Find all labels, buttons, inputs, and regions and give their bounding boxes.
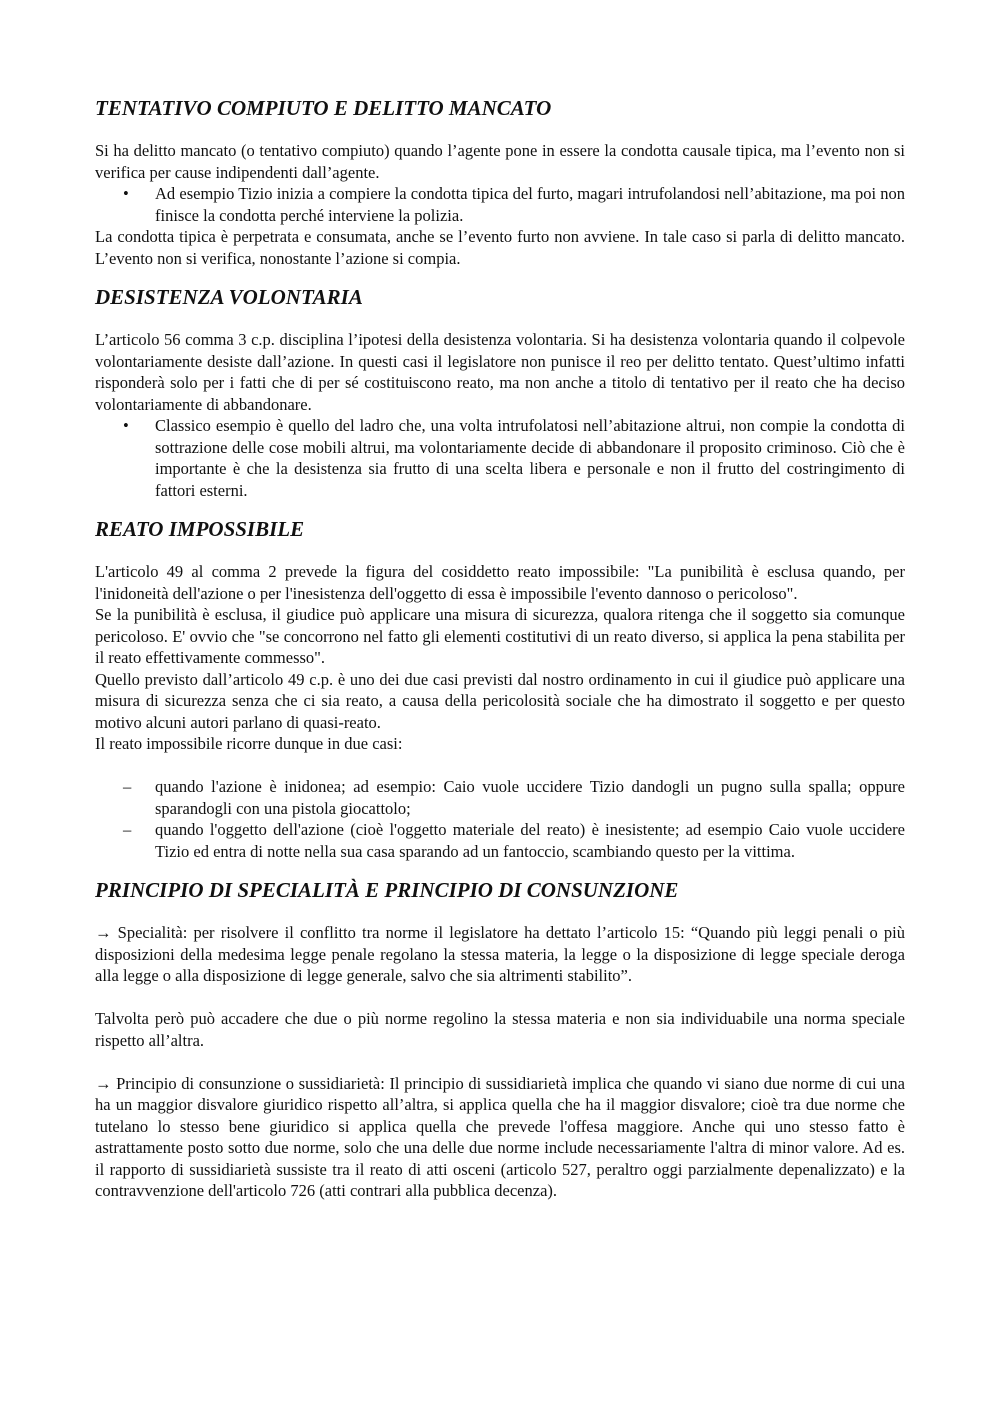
dash-marker: – [123,777,132,796]
list-item-text: Ad esempio Tizio inizia a compiere la condotta tipica del furto, magari intrufolandosi nell’abitazione, ma poi non finisce la condotta perché interviene la polizia. [155,184,905,225]
section-title-desistenza: DESISTENZA VOLONTARIA [95,285,363,309]
section-paragraph: Si ha delitto mancato (o tentativo compiuto) quando l’agente pone in essere la condotta causale tipica, ma l’evento non si verifica per cause indipendenti dall’agente. [95,141,905,182]
dash-marker: – [123,820,132,839]
list-item-text: Classico esempio è quello del ladro che, una volta intrufolatosi nell’abitazione altrui, non compie la condotta di sottrazione delle cose mobili altrui, ma volontariamente decide di abbandonare il proposito criminoso. Ciò che è importante è che la desistenza sia frutto di una scelta libera e personale e non il frutto del costringimento di fattori esterni. [155,416,905,500]
bullet-marker: • [123,184,129,203]
section-title-specialita: PRINCIPIO DI SPECIALITÀ E PRINCIPIO DI CONSUNZIONE [95,878,679,902]
section-title-tentativo: TENTATIVO COMPIUTO E DELITTO MANCATO [95,96,552,120]
list-item-text: quando l'azione è inidonea; ad esempio: Caio vuole uccidere Tizio dandogli un pugno sulla spalla; oppure sparandogli con una pistola giocattolo; [155,777,905,818]
section-paragraph: L’articolo 56 comma 3 c.p. disciplina l’ipotesi della desistenza volontaria. Si ha desistenza volontaria quando il colpevole volontariamente desiste dall’azione. In questi casi il legislatore non punisce il reo per delitto tentato. Quest’ultimo infatti risponderà solo per i fatti che di per sé costituiscono reato, ma non anche a titolo di tentativo per il reato che ha deciso volontariamente di abbandonare. [95,330,905,414]
bullet-marker: • [123,416,129,435]
section-paragraph: Il reato impossibile ricorre dunque in due casi: [95,734,403,753]
document-page [95,94,905,1202]
bullet-list [95,183,905,226]
section-paragraph: → Specialità: per risolvere il conflitto tra norme il legislatore ha dettato l’articolo 15: “Quando più leggi penali o più disposizioni della medesima legge penale regolano la stessa materia, la legge o la disposizione di legge speciale deroga alla legge o alla disposizione di legge generale, salvo che sia altrimenti stabilito”. [95,923,905,985]
section-paragraph: L'articolo 49 al comma 2 prevede la figura del cosiddetto reato impossibile: "La punibilità è esclusa quando, per l'inidoneità dell'azione o per l'inesistenza dell'oggetto di essa è impossibile l'evento dannoso o pericoloso". [95,562,905,603]
dash-list [95,776,905,862]
list-item [95,776,905,819]
section-paragraph: Quello previsto dall’articolo 49 c.p. è uno dei due casi previsti dal nostro ordinamento in cui il giudice può applicare una misura di sicurezza senza che ci sia reato, a causa della pericolosità sociale che ha dimostrato il soggetto e per questo motivo alcuni autori parlano di quasi-reato. [95,669,905,732]
list-item [95,415,905,501]
section-paragraph: → Principio di consunzione o sussidiarietà: Il principio di sussidiarietà implica che quando vi siano due norme di cui una ha un maggior disvalore giuridico rispetto all’altra, si applica quella che ha il maggior disvalore; cioè tra due norme che tutelano lo stesso bene giuridico si applica quella che prevede l'offesa maggiore. Anche qui uno stesso fatto è astrattamente posto sotto due norme, solo che una delle due norme include necessariamente l'altra di minor valore. Ad es. il rapporto di sussidiarietà sussiste tra il reato di atti osceni (articolo 527, peraltro oggi parzialmente depenalizzato) e la contravvenzione dell'articolo 726 (atti contrari alla pubblica decenza). [95,1073,905,1200]
section-paragraph: Talvolta però può accadere che due o più norme regolino la stessa materia e non sia individuabile una norma speciale rispetto all’altra. [95,1009,905,1050]
list-item [95,819,905,862]
section-title-reato-impossibile: REATO IMPOSSIBILE [95,517,305,541]
section-paragraph: La condotta tipica è perpetrata e consumata, anche se l’evento furto non avviene. In tale caso si parla di delitto mancato. L’evento non si verifica, nonostante l’azione si compia. [95,227,905,268]
bullet-list [95,415,905,501]
section-paragraph: Se la punibilità è esclusa, il giudice può applicare una misura di sicurezza, qualora ritenga che il soggetto sia comunque pericoloso. E' ovvio che "se concorrono nel fatto gli elementi costitutivi di un reato diverso, si applica la pena stabilita per il reato effettivamente commesso". [95,605,905,667]
list-item [95,183,905,226]
list-item-text: quando l'oggetto dell'azione (cioè l'oggetto materiale del reato) è inesistente; ad esempio Caio vuole uccidere Tizio ed entra di notte nella sua casa sparando ad un fantoccio, scambiando questo per la vittima. [155,820,905,861]
